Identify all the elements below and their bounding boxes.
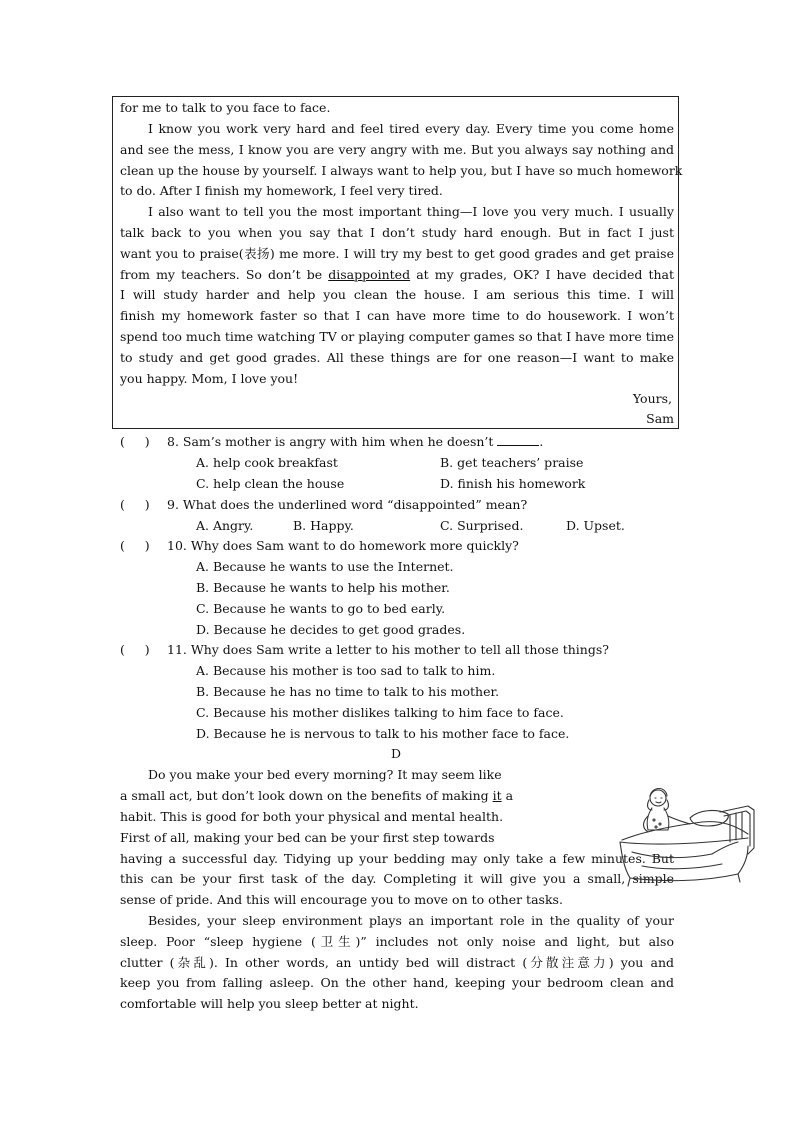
passage-line: Besides, your sleep environment plays an important role in the quality of your — [148, 913, 674, 928]
question-stem: 9. What does the underlined word “disappointed” mean? — [167, 497, 528, 512]
option-d[interactable]: D. Upset. — [566, 518, 625, 533]
passage-line — [120, 788, 513, 804]
letter-line: you happy. Mom, I love you! — [120, 371, 299, 386]
passage-line: keep you from falling asleep. On the other hand, keeping your bedroom clean and — [120, 975, 674, 990]
girl-making-bed-illustration — [612, 782, 758, 888]
passage-line: having a successful day. Tidying up your bedding may only take a few minutes. But — [120, 851, 674, 866]
answer-blank[interactable] — [497, 434, 539, 446]
passage-line: Do you make your bed every morning? It may seem like — [148, 767, 502, 782]
question-stem: 11. Why does Sam write a letter to his mother to tell all those things? — [167, 642, 609, 657]
letter-line: talk back to you when you say that I don’t study hard enough. But in fact I just — [120, 225, 674, 240]
option-b[interactable]: B. get teachers’ praise — [440, 455, 584, 470]
answer-bracket[interactable]: ( ) — [120, 642, 150, 657]
question-text: . — [539, 434, 544, 449]
option-b[interactable]: B. Happy. — [293, 518, 354, 533]
option-d[interactable]: D. Because he decides to get good grades. — [196, 622, 466, 637]
option-d[interactable]: D. finish his homework — [440, 476, 586, 491]
passage-line: comfortable will help you sleep better at night. — [120, 996, 419, 1011]
letter-signature: Sam — [646, 411, 674, 426]
option-c[interactable]: C. Surprised. — [440, 518, 524, 533]
option-a[interactable]: A. Angry. — [196, 518, 254, 533]
passage-line: sense of pride. And this will encourage you to move on to other tasks. — [120, 892, 563, 907]
letter-line: want you to praise(表扬) me more. I will try my best to get good grades and get praise — [120, 246, 674, 261]
answer-bracket[interactable]: ( ) — [120, 497, 150, 512]
passage-line: clutter (杂乱). In other words, an untidy bed will distract (分散注意力) you and — [120, 955, 674, 970]
passage-text: a — [501, 788, 514, 803]
letter-line: finish my homework faster so that I can have more time to do housework. I won’t — [120, 308, 674, 323]
letter-line — [120, 267, 674, 283]
option-b[interactable]: B. Because he has no time to talk to his mother. — [196, 684, 500, 699]
passage-line: habit. This is good for both your physical and mental health. — [120, 809, 504, 824]
answer-bracket[interactable]: ( ) — [120, 538, 150, 553]
option-b[interactable]: B. Because he wants to help his mother. — [196, 580, 450, 595]
letter-line: clean up the house by yourself. I always want to help you, but I have so much homework — [120, 163, 683, 178]
letter-line: for me to talk to you face to face. — [120, 100, 331, 115]
underlined-word: it — [492, 788, 502, 803]
option-c[interactable]: C. Because his mother dislikes talking to him face to face. — [196, 705, 564, 720]
letter-text: at my grades, OK? I have decided that — [410, 267, 674, 282]
answer-bracket[interactable]: ( ) — [120, 434, 150, 449]
letter-line: to do. After I finish my homework, I feel very tired. — [120, 183, 443, 198]
section-heading: D — [391, 746, 402, 761]
letter-line: spend too much time watching TV or playing computer games so that I have more time — [120, 329, 674, 344]
letter-line: to study and get good grades. All these things are for one reason—I want to make — [120, 350, 674, 365]
passage-line: sleep. Poor “sleep hygiene (卫生)” includes not only noise and light, but also — [120, 934, 674, 949]
letter-line: I know you work very hard and feel tired every day. Every time you come home — [148, 121, 674, 136]
question-stem: 10. Why does Sam want to do homework more quickly? — [167, 538, 519, 553]
option-a[interactable]: A. Because he wants to use the Internet. — [196, 559, 454, 574]
option-c[interactable]: C. help clean the house — [196, 476, 345, 491]
letter-closing: Yours, — [632, 391, 672, 406]
question-stem — [167, 434, 543, 450]
option-d[interactable]: D. Because he is nervous to talk to his mother face to face. — [196, 726, 570, 741]
underlined-word: disappointed — [328, 267, 411, 282]
option-a[interactable]: A. Because his mother is too sad to talk to him. — [196, 663, 496, 678]
letter-text: from my teachers. So don’t be — [120, 267, 329, 282]
passage-line: First of all, making your bed can be your first step towards — [120, 830, 495, 845]
option-a[interactable]: A. help cook breakfast — [196, 455, 338, 470]
letter-line: I also want to tell you the most important thing—I love you very much. I usually — [148, 204, 674, 219]
passage-text: a small act, but don’t look down on the benefits of making — [120, 788, 493, 803]
question-text: 8. Sam’s mother is angry with him when he doesn’t — [167, 434, 498, 449]
passage-line: this can be your first task of the day. Completing it will give you a small, simple — [120, 871, 674, 886]
letter-line: and see the mess, I know you are very angry with me. But you always say nothing and — [120, 142, 674, 157]
letter-line: I will study harder and help you clean the house. I am serious this time. I will — [120, 287, 674, 302]
option-c[interactable]: C. Because he wants to go to bed early. — [196, 601, 446, 616]
